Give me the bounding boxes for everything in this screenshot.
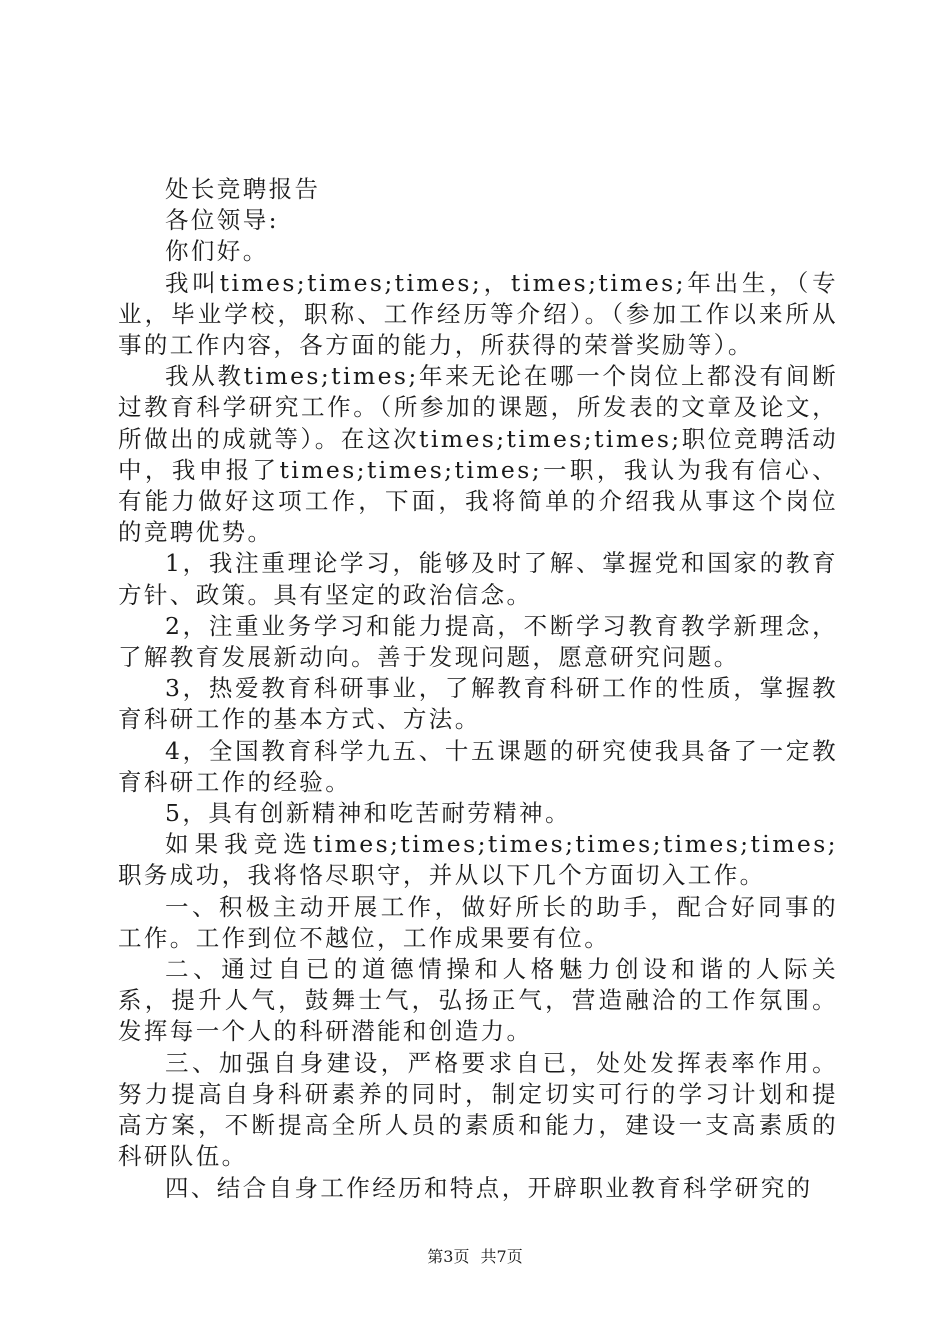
- body-paragraph: 我从教times;times;年来无论在哪一个岗位上都没有间断过教育科学研究工作。（所参加的课题，所发表的文章及论文，所做出的成就等）。在这次times;times;times;职位竞聘活动中，我申报了times;times;times;一职，我认为我有信心、有能力做好这项工作，下面，我将简单的介绍我从事这个岗位的竞聘优势。: [118, 362, 838, 547]
- salutation: 各位领导:: [165, 206, 279, 235]
- page-number: 第3页: [427, 1247, 470, 1266]
- body-paragraph: 2，注重业务学习和能力提高，不断学习教育教学新理念，了解教育发展新动向。善于发现问题，愿意研究问题。: [118, 611, 838, 672]
- body-paragraph: 4，全国教育科学九五、十五课题的研究使我具备了一定教育科研工作的经验。: [118, 736, 838, 796]
- body-paragraph: 如果我竞选times;times;times;times;times;times;职务成功，我将恪尽职守，并从以下几个方面切入工作。: [118, 830, 838, 890]
- page-total: 共7页: [480, 1247, 523, 1266]
- page-footer: [0, 1244, 950, 1267]
- body-paragraph: 一、积极主动开展工作，做好所长的助手，配合好同事的工作。工作到位不越位，工作成果要有位。: [118, 892, 838, 952]
- greeting: 你们好。: [165, 237, 269, 266]
- body-paragraph: 1，我注重理论学习，能够及时了解、掌握党和国家的教育方针、政策。具有坚定的政治信念。: [118, 549, 838, 609]
- body-paragraph: 二、通过自已的道德情操和人格魅力创设和谐的人际关系，提升人气，鼓舞士气，弘扬正气，营造融洽的工作氛围。发挥每一个人的科研潜能和创造力。: [118, 955, 838, 1046]
- body-paragraph: 3，热爱教育科研事业，了解教育科研工作的性质，掌握教育科研工作的基本方式、方法。: [118, 674, 838, 734]
- body-paragraph: 四、结合自身工作经历和特点，开辟职业教育科学研究的: [165, 1173, 813, 1202]
- body-paragraph: 我叫times;times;times;，times;times;年出生，（专业，毕业学校，职称、工作经历等介绍）。（参加工作以来所从事的工作内容，各方面的能力，所获得的荣誉奖励等）。: [118, 268, 838, 360]
- body-paragraph: 三、加强自身建设，严格要求自已，处处发挥表率作用。努力提高自身科研素养的同时，制定切实可行的学习计划和提高方案，不断提高全所人员的素质和能力，建设一支高素质的科研队伍。: [118, 1048, 838, 1171]
- document-title: 处长竞聘报告: [165, 175, 321, 203]
- document-body: [118, 174, 838, 1204]
- body-paragraph: 5，具有创新精神和吃苦耐劳精神。: [165, 799, 571, 828]
